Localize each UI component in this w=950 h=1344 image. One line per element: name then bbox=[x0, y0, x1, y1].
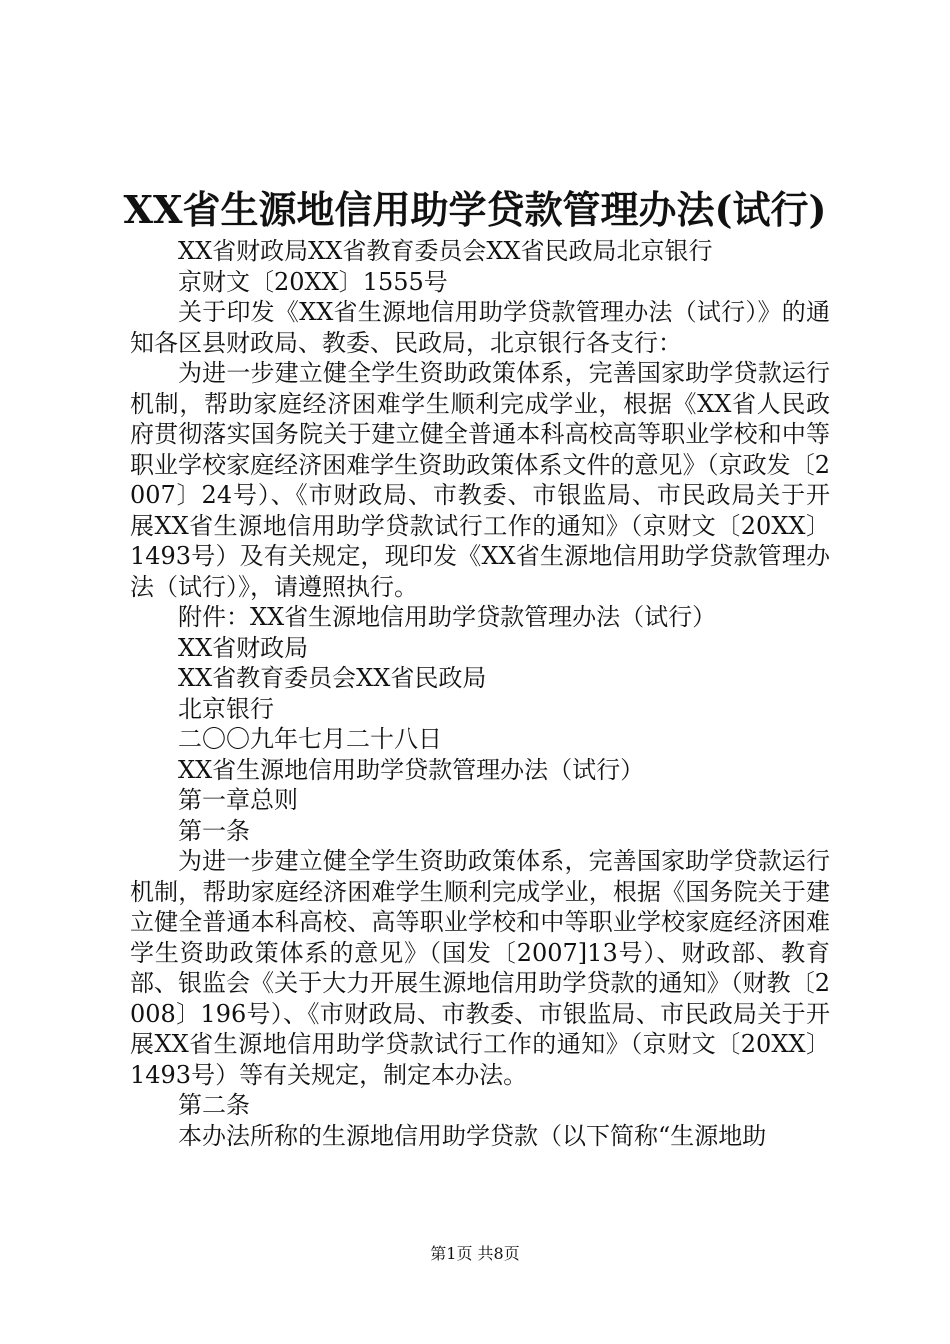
article-heading: 第一条 bbox=[178, 816, 250, 845]
chapter-heading: 第一章总则 bbox=[178, 786, 298, 814]
signature-finance-bureau: XX省财政局 bbox=[178, 633, 309, 662]
article-heading: 第二条 bbox=[178, 1091, 250, 1119]
attachment-line: 附件：XX省生源地信用助学贷款管理办法（试行） bbox=[178, 603, 717, 631]
notice-body: 为进一步建立健全学生资助政策体系，完善国家助学贷款运行机制，帮助家庭经济困难学生顺利完成学业，根据《XX省人民政府贯彻落实国务院关于建立健全普通本科高校高等职业学校和中等职业学校家庭经济困难学生资助政策体系文件的意见》（京政发〔2007〕24号）、《市财政局、市教委、市银监局、市民政局关于开展XX省生源地信用助学贷款试行工作的通知》（京财文〔20XX〕1493号）及有关规定，现印发《XX省生源地信用助学贷款管理办法（试行）》，请遵照执行。 bbox=[130, 359, 830, 601]
page-number: 第1页 共8页 bbox=[430, 1244, 520, 1263]
measures-title: XX省生源地信用助学贷款管理办法（试行） bbox=[178, 755, 645, 784]
signature-bank: 北京银行 bbox=[178, 694, 274, 723]
issuing-agencies: XX省财政局XX省教育委员会XX省民政局北京银行 bbox=[178, 237, 713, 265]
document-body bbox=[130, 236, 830, 1151]
article-body: 本办法所称的生源地信用助学贷款（以下简称“生源地助 bbox=[178, 1121, 767, 1150]
article-body: 为进一步建立健全学生资助政策体系，完善国家助学贷款运行机制，帮助家庭经济困难学生顺利完成学业，根据《国务院关于建立健全普通本科高校、高等职业学校和中等职业学校家庭经济困难学生资助政策体系的意见》（国发〔2007]13号）、财政部、教育部、银监会《关于大力开展生源地信用助学贷款的通知》（财教〔2008〕196号）、《市财政局、市教委、市银监局、市民政局关于开展XX省生源地信用助学贷款试行工作的通知》（京财文〔20XX〕1493号）等有关规定，制定本办法。 bbox=[130, 847, 830, 1089]
document-title: XX省生源地信用助学贷款管理办法(试行) bbox=[123, 187, 827, 232]
signature-date: 二〇〇九年七月二十八日 bbox=[178, 725, 442, 753]
signature-education-civil: XX省教育委员会XX省民政局 bbox=[178, 664, 487, 692]
notice-heading: 关于印发《XX省生源地信用助学贷款管理办法（试行）》的通知各区县财政局、教委、民政局，北京银行各支行： bbox=[130, 298, 830, 357]
document-number: 京财文〔20XX〕1555号 bbox=[178, 267, 448, 296]
